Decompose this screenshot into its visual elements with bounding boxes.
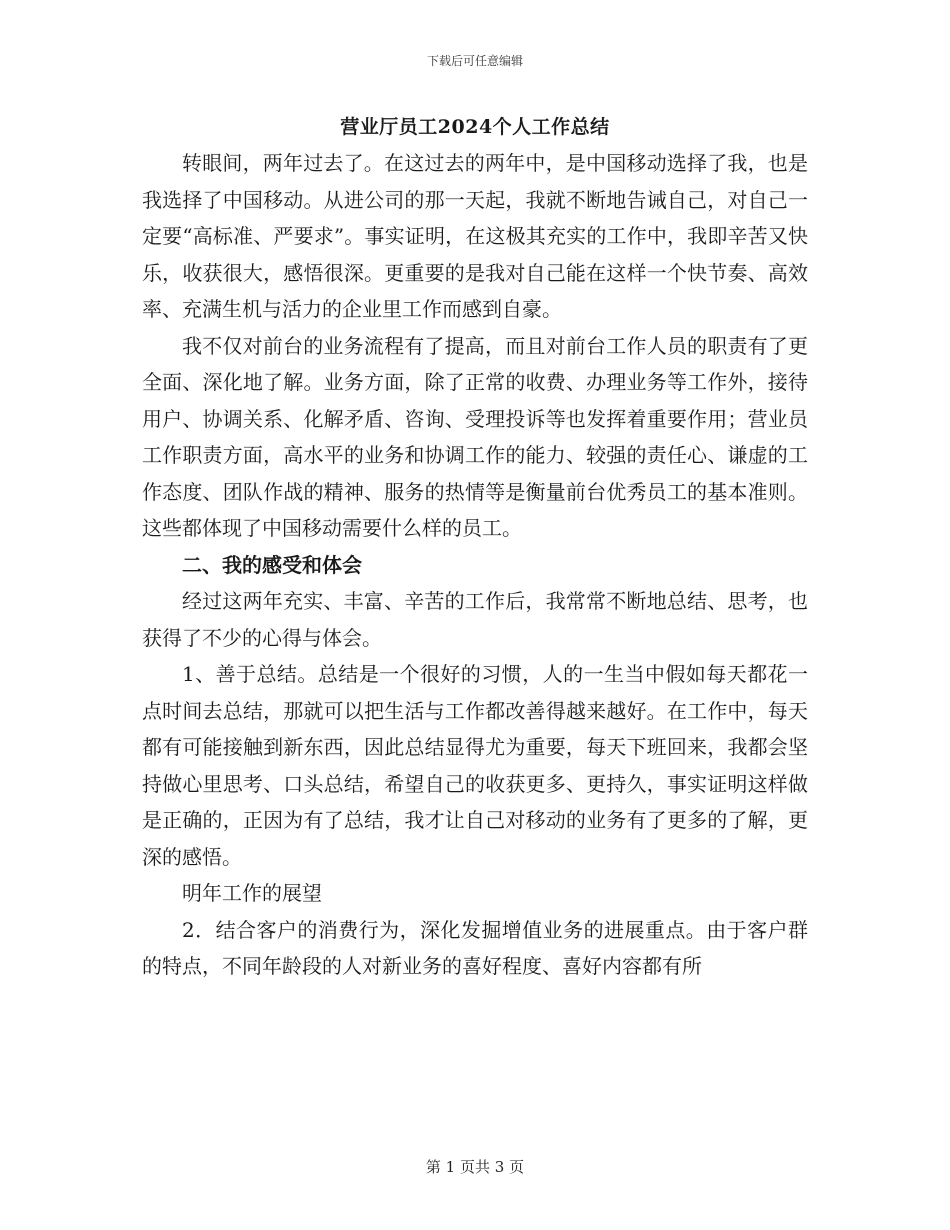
page-header-note: 下载后可任意编辑 [426,54,523,68]
paragraph-summarize: 1、善于总结。总结是一个很好的习惯，人的一生当中假如每天都花一点时间去总结，那就可以把生活与工作都改善得越来越好。在工作中，每天都有可能接触到新东西，因此总结显得尤为重要，每天下班回来，我都会坚持做心里思考、口头总结，希望自己的收获更多、更持久，事实证明这样做是正确的，正因为有了总结，我才让自己对移动的业务有了更多的了解，更深的感悟。 [142,662,808,869]
section-heading-outlook: 明年工作的展望 [182,881,322,905]
section-heading-feelings: 二、我的感受和体会 [182,552,362,577]
paragraph-duties: 我不仅对前台的业务流程有了提高，而且对前台工作人员的职责有了更全面、深化地了解。业务方面，除了正常的收费、办理业务等工作外，接待用户、协调关系、化解矛盾、咨询、受理投诉等也发挥着重要作用；营业员工作职责方面，高水平的业务和协调工作的能力、较强的责任心、谦虚的工作态度、团队作战的精神、服务的热情等是衡量前台优秀员工的基本准则。这些都体现了中国移动需要什么样的员工。 [142,333,808,540]
page-number: 第 1 页共 3 页 [425,1158,525,1176]
document-body [142,145,808,985]
paragraph-value-added: 2．结合客户的消费行为，深化发掘增值业务的进展重点。由于客户群的特点，不同年龄段的人对新业务的喜好程度、喜好内容都有所 [142,917,808,978]
paragraph-reflection: 经过这两年充实、丰富、辛苦的工作后，我常常不断地总结、思考，也获得了不少的心得与体会。 [142,589,808,650]
paragraph-intro: 转眼间，两年过去了。在这过去的两年中，是中国移动选择了我，也是我选择了中国移动。从进公司的那一天起，我就不断地告诫自己，对自己一定要“高标准、严要求”。事实证明，在这极其充实的工作中，我即辛苦又快乐，收获很大，感悟很深。更重要的是我对自己能在这样一个快节奏、高效率、充满生机与活力的企业里工作而感到自豪。 [142,151,808,321]
document-title: 营业厅员工2024个人工作总结 [340,116,610,138]
